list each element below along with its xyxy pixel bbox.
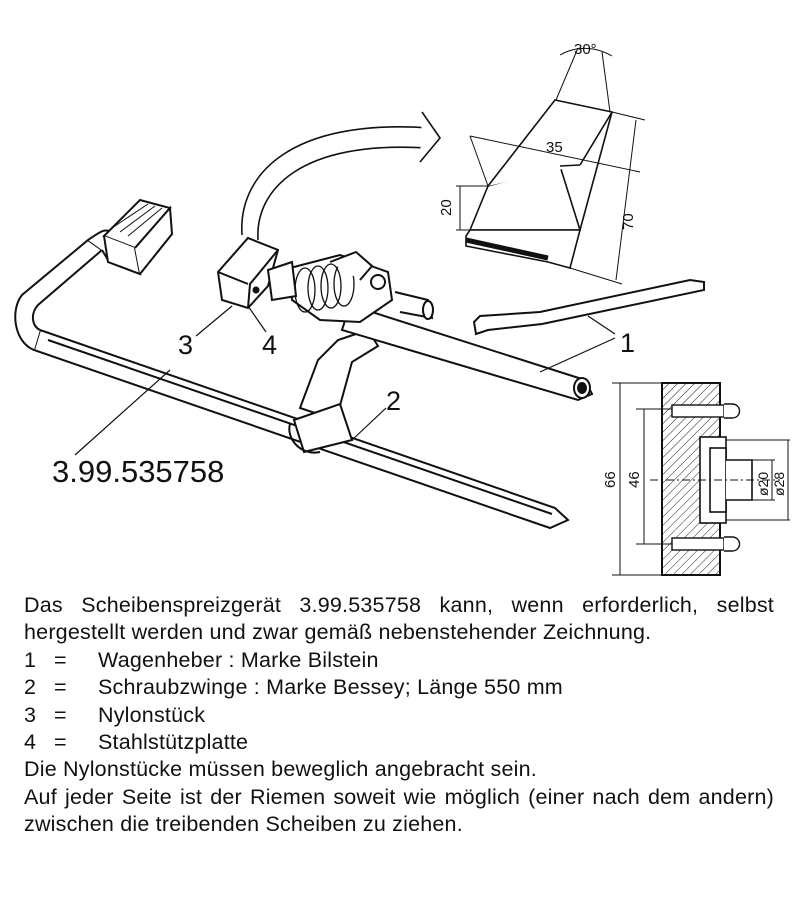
nylon-block-detail (456, 48, 645, 284)
legend-text: Stahlstützplatte (98, 730, 249, 755)
part-number-label: 3.99.535758 (52, 454, 225, 489)
legend-item (24, 729, 774, 756)
legend-item (24, 647, 774, 674)
callout-1: 1 (620, 328, 636, 358)
legend-item (24, 674, 774, 701)
legend-equals: = (54, 702, 67, 727)
dim-top-width: 35 (546, 139, 563, 156)
callout-3: 3 (178, 330, 194, 360)
note-belt: Auf jeder Seite ist der Riemen soweit wie möglich (einer nach dem andern) zwischen die treibenden Scheiben zu ziehen. (24, 784, 774, 837)
dim-overall: 66 (602, 471, 619, 488)
dim-bore-small: ø20 (755, 471, 771, 496)
legend-text: Wagenheber : Marke Bilstein (98, 647, 379, 672)
legend-equals: = (54, 647, 67, 672)
callout-4: 4 (262, 330, 278, 360)
legend-item (24, 702, 774, 729)
transfer-arrow (242, 112, 440, 240)
description-text (24, 592, 774, 839)
callout-2: 2 (386, 386, 402, 416)
legend-number: 1 (24, 647, 37, 672)
legend-text: Schraubzwinge : Marke Bessey; Länge 550 mm (98, 675, 563, 700)
intro-paragraph: Das Scheibenspreizgerät 3.99.535758 kann, wenn erforderlich, selbst hergestellt werden und zwar gemäß nebenstehender Zeichnung. (24, 593, 774, 645)
legend-number: 4 (24, 730, 37, 755)
dim-inner: 46 (626, 471, 643, 488)
jack-handle (474, 280, 704, 334)
legend-number: 2 (24, 675, 37, 700)
legend-number: 3 (24, 702, 37, 727)
dim-height-right: 70 (620, 213, 637, 230)
dim-angle: 30° (574, 41, 597, 58)
note-mounting: Die Nylonstücke müssen beweglich angebracht sein. (24, 757, 537, 782)
legend-equals: = (54, 730, 67, 755)
legend-equals: = (54, 675, 67, 700)
legend-text: Nylonstück (98, 702, 206, 727)
legend-list (24, 647, 774, 757)
dim-bore-large: ø28 (771, 471, 787, 496)
dim-height-left: 20 (438, 199, 455, 216)
